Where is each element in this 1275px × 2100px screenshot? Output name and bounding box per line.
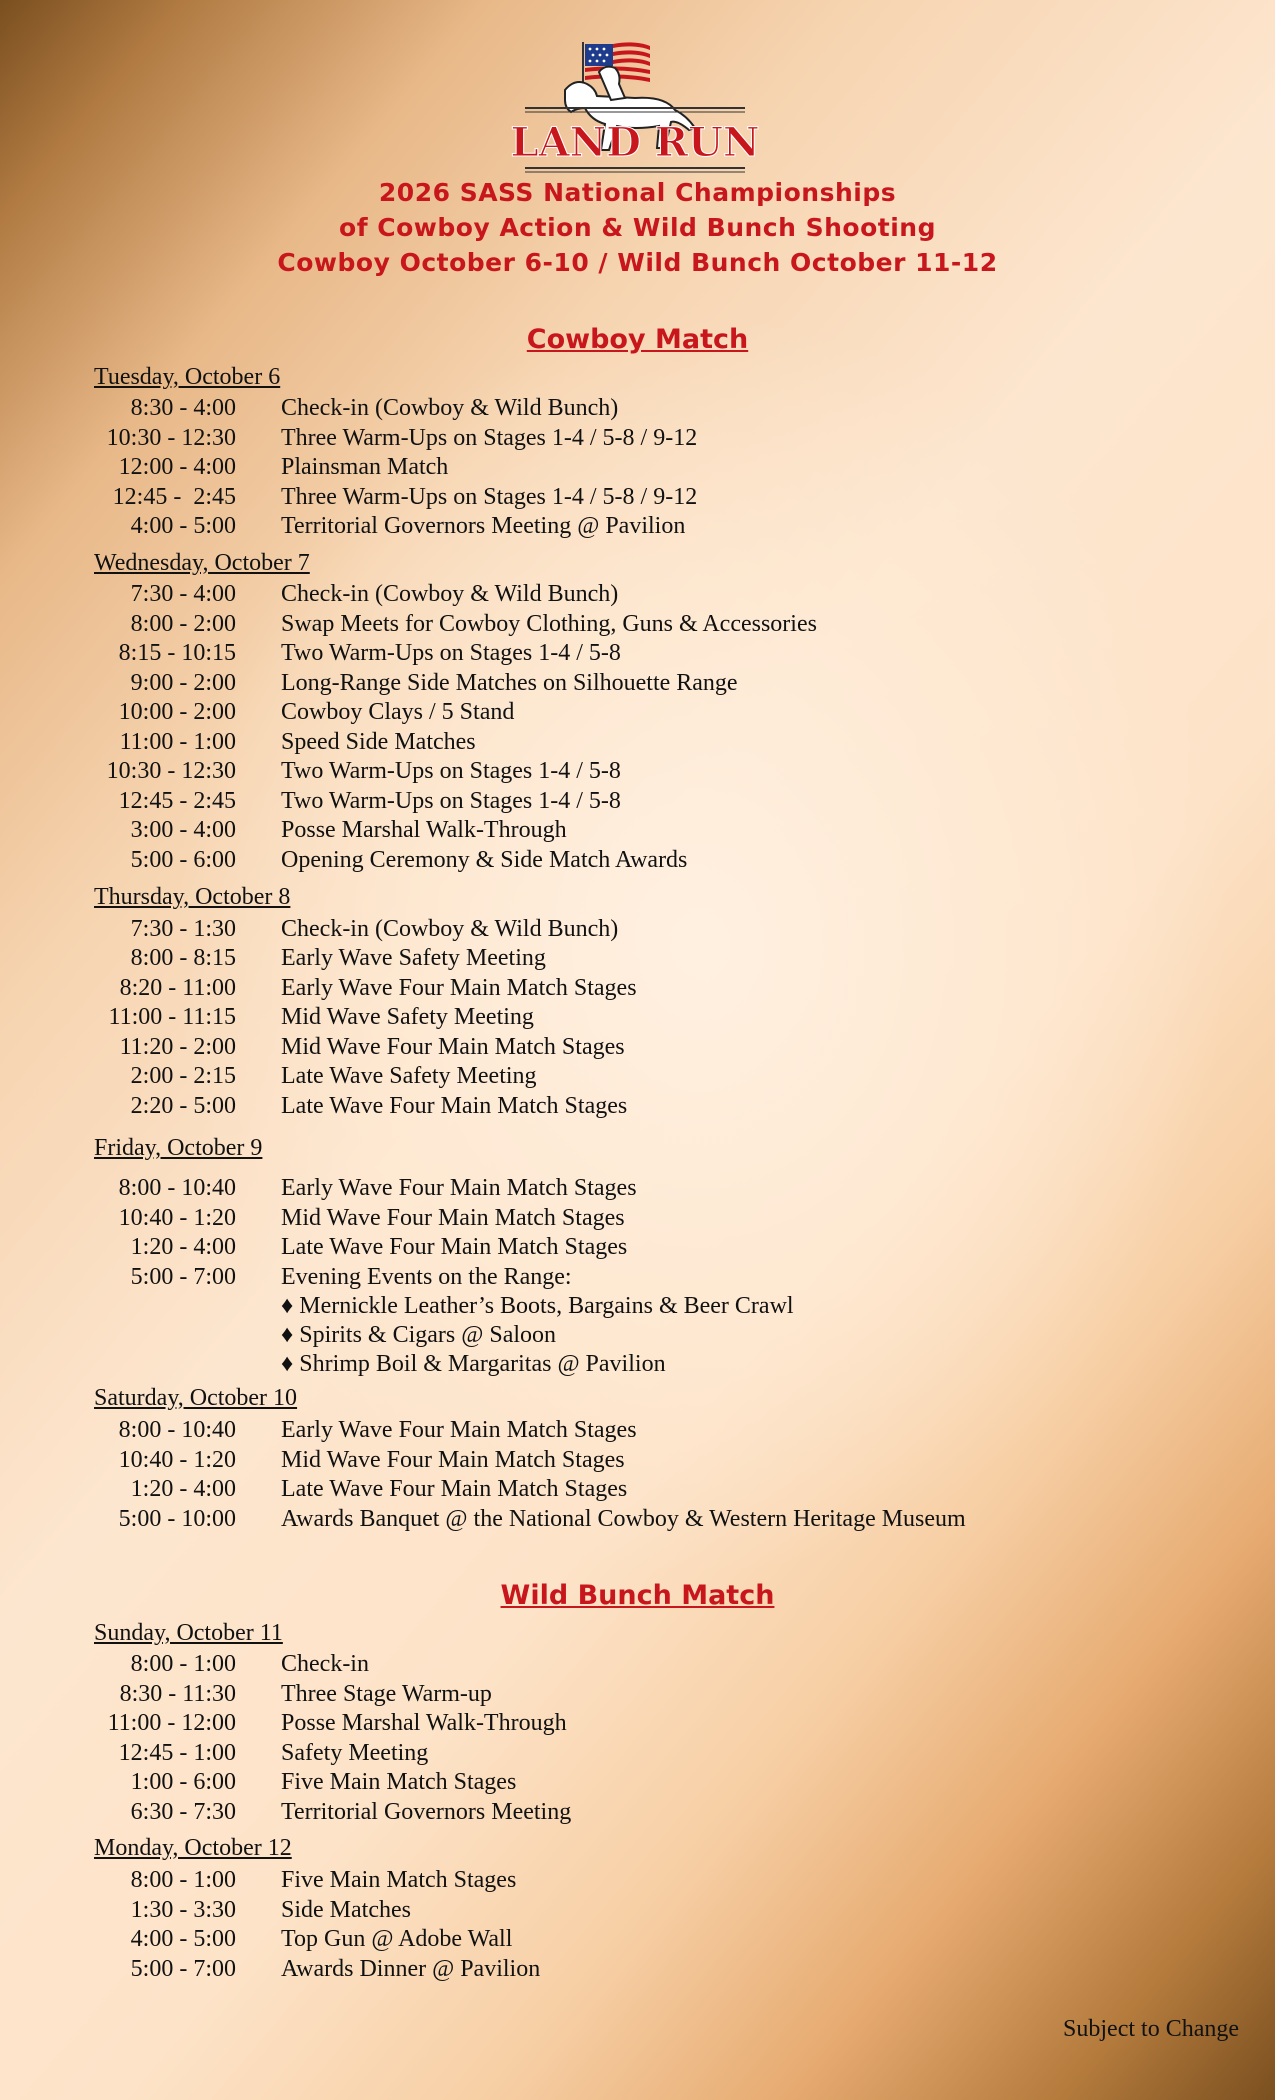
event-name: Swap Meets for Cowboy Clothing, Guns & Accessories	[281, 611, 817, 637]
wild-bunch-match-title: Wild Bunch Match	[500, 1580, 775, 1611]
event-name: Side Matches	[281, 1897, 411, 1923]
header-title-line-2: of Cowboy Action & Wild Bunch Shooting	[339, 213, 936, 242]
event-name: Late Wave Four Main Match Stages	[281, 1234, 628, 1260]
event-name: Check-in (Cowboy & Wild Bunch)	[281, 916, 619, 942]
day-heading-saturday: Saturday, October 10	[94, 1385, 298, 1411]
time-range: 11:00 - 1:00	[119, 729, 236, 755]
time-range: 10:40 - 1:20	[118, 1447, 236, 1473]
time-range: 2:20 - 5:00	[130, 1093, 236, 1119]
event-name: Early Wave Four Main Match Stages	[281, 975, 637, 1001]
event-name: Two Warm-Ups on Stages 1-4 / 5-8	[281, 758, 621, 784]
event-name: Cowboy Clays / 5 Stand	[281, 699, 515, 725]
day-heading-wednesday: Wednesday, October 7	[94, 550, 310, 576]
time-range: 4:00 - 5:00	[130, 1926, 236, 1952]
event-name: Early Wave Four Main Match Stages	[281, 1175, 637, 1201]
cowboy-match-title: Cowboy Match	[526, 324, 749, 355]
time-range: 8:00 - 8:15	[130, 945, 236, 971]
time-range: 7:30 - 1:30	[130, 916, 236, 942]
event-name: ♦ Shrimp Boil & Margaritas @ Pavilion	[281, 1351, 666, 1377]
time-range: 11:20 - 2:00	[119, 1034, 236, 1060]
time-range: 5:00 - 10:00	[118, 1506, 236, 1532]
time-range: 12:45 - 2:45	[112, 484, 236, 510]
event-name: Plainsman Match	[281, 454, 449, 480]
event-name: Late Wave Four Main Match Stages	[281, 1476, 628, 1502]
time-range: 10:40 - 1:20	[118, 1205, 236, 1231]
time-range: 8:20 - 11:00	[119, 975, 236, 1001]
time-range: 1:30 - 3:30	[130, 1897, 236, 1923]
time-range: 11:00 - 11:15	[108, 1004, 236, 1030]
time-range: 11:00 - 12:00	[107, 1710, 236, 1736]
time-range: 12:45 - 1:00	[118, 1740, 236, 1766]
time-range: 8:00 - 10:40	[118, 1175, 236, 1201]
time-range: 8:00 - 10:40	[118, 1417, 236, 1443]
time-range: 10:30 - 12:30	[106, 425, 236, 451]
time-range: 2:00 - 2:15	[130, 1063, 236, 1089]
time-range: 1:20 - 4:00	[130, 1476, 236, 1502]
event-name: Late Wave Four Main Match Stages	[281, 1093, 628, 1119]
event-name: Mid Wave Safety Meeting	[281, 1004, 534, 1030]
land-run-logo	[510, 38, 760, 178]
event-name: Check-in (Cowboy & Wild Bunch)	[281, 395, 619, 421]
event-name: Two Warm-Ups on Stages 1-4 / 5-8	[281, 640, 621, 666]
event-name: Five Main Match Stages	[281, 1867, 517, 1893]
event-name: Check-in	[281, 1651, 369, 1677]
event-name: Two Warm-Ups on Stages 1-4 / 5-8	[281, 788, 621, 814]
event-name: Speed Side Matches	[281, 729, 476, 755]
event-name: Awards Dinner @ Pavilion	[281, 1956, 541, 1982]
time-range: 8:15 - 10:15	[118, 640, 236, 666]
time-range: 10:30 - 12:30	[106, 758, 236, 784]
time-range: 9:00 - 2:00	[130, 670, 236, 696]
event-name: Check-in (Cowboy & Wild Bunch)	[281, 581, 619, 607]
day-heading-friday: Friday, October 9	[94, 1135, 263, 1161]
time-range: 8:30 - 11:30	[119, 1681, 236, 1707]
time-range: 8:00 - 2:00	[130, 611, 236, 637]
event-name: Mid Wave Four Main Match Stages	[281, 1034, 625, 1060]
event-name: Safety Meeting	[281, 1740, 429, 1766]
event-name: Top Gun @ Adobe Wall	[281, 1926, 513, 1952]
event-name: Posse Marshal Walk-Through	[281, 817, 567, 843]
time-range: 12:45 - 2:45	[118, 788, 236, 814]
event-name: Three Warm-Ups on Stages 1-4 / 5-8 / 9-12	[281, 484, 698, 510]
time-range: 8:00 - 1:00	[130, 1651, 236, 1677]
event-name: Territorial Governors Meeting @ Pavilion	[281, 513, 686, 539]
time-range: 5:00 - 7:00	[130, 1264, 236, 1290]
event-name: Late Wave Safety Meeting	[281, 1063, 537, 1089]
time-range: 1:00 - 6:00	[130, 1769, 236, 1795]
event-name: Long-Range Side Matches on Silhouette Range	[281, 670, 738, 696]
time-range: 10:00 - 2:00	[118, 699, 236, 725]
time-range: 3:00 - 4:00	[130, 817, 236, 843]
time-range: 5:00 - 7:00	[130, 1956, 236, 1982]
event-name: Mid Wave Four Main Match Stages	[281, 1447, 625, 1473]
day-heading-thursday: Thursday, October 8	[94, 884, 291, 910]
time-range: 12:00 - 4:00	[118, 454, 236, 480]
time-range: 7:30 - 4:00	[130, 581, 236, 607]
event-name: ♦ Spirits & Cigars @ Saloon	[281, 1322, 557, 1348]
event-name: Mid Wave Four Main Match Stages	[281, 1205, 625, 1231]
time-range: 1:20 - 4:00	[130, 1234, 236, 1260]
event-name: Early Wave Four Main Match Stages	[281, 1417, 637, 1443]
header-title-line-3: Cowboy October 6-10 / Wild Bunch October 11-12	[277, 248, 998, 277]
event-name: Five Main Match Stages	[281, 1769, 517, 1795]
time-range: 4:00 - 5:00	[130, 513, 236, 539]
header-title-line-1: 2026 SASS National Championships	[378, 178, 897, 207]
event-name: ♦ Mernickle Leather’s Boots, Bargains & Beer Crawl	[281, 1293, 794, 1319]
time-range: 5:00 - 6:00	[130, 847, 236, 873]
event-name: Awards Banquet @ the National Cowboy & Western Heritage Museum	[281, 1506, 966, 1532]
time-range: 6:30 - 7:30	[130, 1799, 236, 1825]
event-name: Evening Events on the Range:	[281, 1264, 572, 1290]
day-heading-monday: Monday, October 12	[94, 1835, 292, 1861]
day-heading-tuesday: Tuesday, October 6	[94, 364, 281, 390]
time-range: 8:30 - 4:00	[130, 395, 236, 421]
event-name: Three Stage Warm-up	[281, 1681, 492, 1707]
event-name: Posse Marshal Walk-Through	[281, 1710, 567, 1736]
event-name: Three Warm-Ups on Stages 1-4 / 5-8 / 9-12	[281, 425, 698, 451]
event-name: Territorial Governors Meeting	[281, 1799, 572, 1825]
day-heading-sunday: Sunday, October 11	[94, 1620, 283, 1646]
event-name: Opening Ceremony & Side Match Awards	[281, 847, 688, 873]
time-range: 8:00 - 1:00	[130, 1867, 236, 1893]
event-name: Early Wave Safety Meeting	[281, 945, 546, 971]
logo-text: LAND RUN	[510, 119, 760, 166]
footer-note: Subject to Change	[1063, 2016, 1239, 2042]
